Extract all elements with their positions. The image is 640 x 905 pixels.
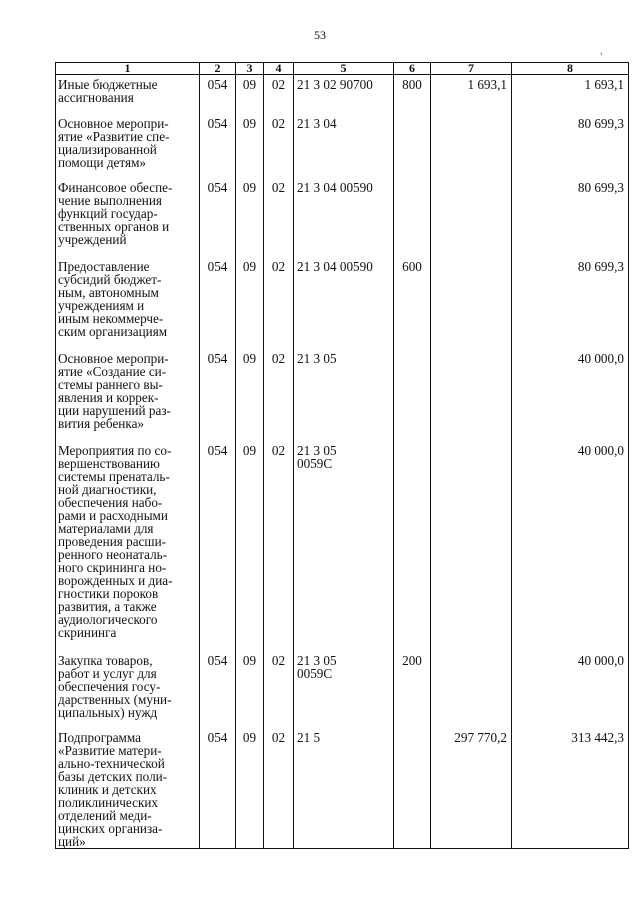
budget-table [55,62,629,849]
row-col-6: 800 [394,75,431,115]
row-col-7 [431,179,512,258]
row-col-2: 054 [200,179,236,258]
table-row [56,350,629,442]
row-col-8: 80 699,3 [512,258,629,350]
header-col-2: 2 [200,63,236,75]
row-col-2: 054 [200,115,236,179]
table-row [56,442,629,652]
header-col-7: 7 [431,63,512,75]
row-name: Основное меропри- ятие «Создание си- стемы раннего вы- явления и коррек- ции нарушений раз- вития ребенка» [56,350,200,442]
table-row [56,258,629,350]
row-col-7 [431,350,512,442]
row-col-2: 054 [200,729,236,849]
row-col-7 [431,442,512,652]
row-col-3: 09 [236,729,264,849]
row-col-7: 1 693,1 [431,75,512,115]
row-col-3: 09 [236,75,264,115]
header-col-6: 6 [394,63,431,75]
row-col-8: 40 000,0 [512,652,629,729]
row-name: Подпрограмма «Развитие матери- ально-технической базы детских поли- клиник и детских поликлинических отделений меди- цинских организа- ций» [56,729,200,849]
row-col-6 [394,115,431,179]
row-col-3: 09 [236,350,264,442]
row-col-6 [394,179,431,258]
row-name: Закупка товаров, работ и услуг для обеспечения госу- дарственных (муни- ципальных) нужд [56,652,200,729]
row-col-2: 054 [200,350,236,442]
page-number: 53 [314,28,326,42]
row-col-7 [431,258,512,350]
row-code: 21 3 05 0059С [294,652,394,729]
row-code: 21 3 04 [294,115,394,179]
row-col-3: 09 [236,652,264,729]
row-col-7 [431,652,512,729]
table-row [56,652,629,729]
row-name: Основное меропри- ятие «Развитие спе- циализированной помощи детям» [56,115,200,179]
header-col-5: 5 [294,63,394,75]
row-col-8: 40 000,0 [512,350,629,442]
header-row [56,63,629,75]
header-col-3: 3 [236,63,264,75]
row-col-4: 02 [264,258,294,350]
row-col-3: 09 [236,442,264,652]
row-col-2: 054 [200,75,236,115]
table-row [56,75,629,115]
row-col-7 [431,115,512,179]
row-code: 21 5 [294,729,394,849]
row-code: 21 3 02 90700 [294,75,394,115]
row-col-3: 09 [236,115,264,179]
row-col-6 [394,350,431,442]
row-col-4: 02 [264,652,294,729]
row-name: Предоставление субсидий бюджет- ным, автономным учреждениям и иным некоммерче- ским организациям [56,258,200,350]
row-name: Иные бюджетные ассигнования [56,75,200,115]
row-col-4: 02 [264,179,294,258]
row-col-6 [394,442,431,652]
row-col-2: 054 [200,442,236,652]
header-col-1: 1 [56,63,200,75]
row-code: 21 3 04 00590 [294,179,394,258]
row-name: Финансовое обеспе- чение выполнения функций государ- ственных органов и учреждений [56,179,200,258]
row-name: Мероприятия по со- вершенствованию системы пренаталь- ной диагностики, обеспечения набо- рами и расходными материалами для проведения расши- ренного неонаталь- ного скрининга но- ворожденных и диа- гностики пороков развития, а также аудиологического скрининга [56,442,200,652]
row-col-8: 80 699,3 [512,179,629,258]
row-col-3: 09 [236,258,264,350]
row-col-4: 02 [264,115,294,179]
row-col-4: 02 [264,729,294,849]
row-col-6: 200 [394,652,431,729]
row-code: 21 3 05 [294,350,394,442]
row-code: 21 3 04 00590 [294,258,394,350]
row-col-8: 1 693,1 [512,75,629,115]
row-code: 21 3 05 0059С [294,442,394,652]
row-col-6 [394,729,431,849]
row-col-4: 02 [264,75,294,115]
header-col-4: 4 [264,63,294,75]
row-col-6: 600 [394,258,431,350]
corner-mark: , [600,46,603,57]
row-col-8: 313 442,3 [512,729,629,849]
row-col-2: 054 [200,258,236,350]
row-col-8: 80 699,3 [512,115,629,179]
row-col-7: 297 770,2 [431,729,512,849]
header-col-8: 8 [512,63,629,75]
table-row [56,115,629,179]
table-row [56,179,629,258]
row-col-8: 40 000,0 [512,442,629,652]
row-col-4: 02 [264,350,294,442]
row-col-2: 054 [200,652,236,729]
table-row [56,729,629,849]
table-body [56,75,629,849]
row-col-3: 09 [236,179,264,258]
row-col-4: 02 [264,442,294,652]
